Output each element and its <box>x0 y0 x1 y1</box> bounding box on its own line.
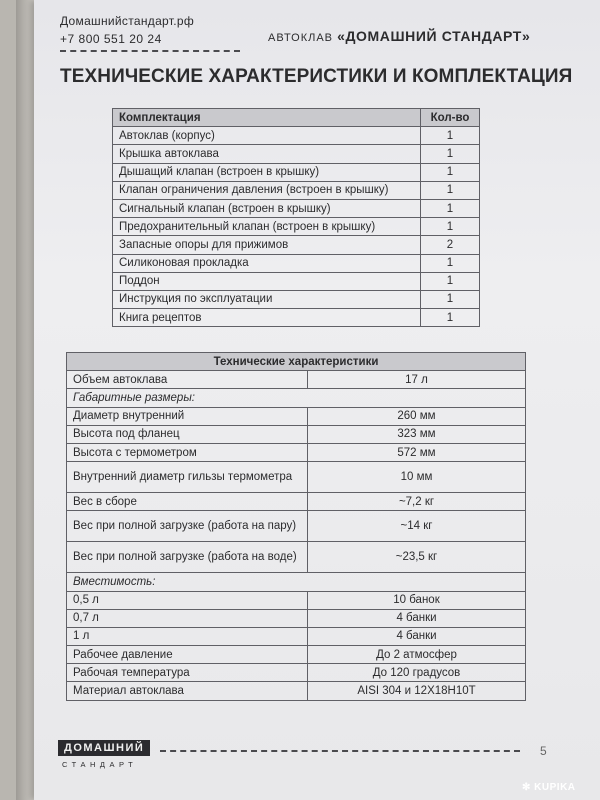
row-value: 10 мм <box>308 462 526 493</box>
phone-number: +7 800 551 20 24 <box>60 32 162 46</box>
footer-divider <box>160 750 520 752</box>
row-value: ~14 кг <box>308 511 526 542</box>
row-name: Материал автоклава <box>67 682 308 700</box>
brand-prefix: АВТОКЛАВ <box>268 32 334 44</box>
watermark: ✻ KUPIKA <box>522 782 576 793</box>
row-name: Запасные опоры для прижимов <box>113 236 421 254</box>
row-name: Крышка автоклава <box>113 145 421 163</box>
table-row <box>67 407 526 425</box>
row-value: 323 мм <box>308 425 526 443</box>
row-value: 1 <box>421 163 480 181</box>
table-row <box>67 493 526 511</box>
site-url: Домашнийстандарт.рф <box>60 14 195 28</box>
row-value: ~23,5 кг <box>308 542 526 573</box>
row-name: Внутренний диаметр гильзы термометра <box>67 462 308 493</box>
row-value: 1 <box>421 199 480 217</box>
table-row <box>113 163 480 181</box>
row-value: 1 <box>421 218 480 236</box>
row-value: 1 <box>421 127 480 145</box>
row-name: Высота под фланец <box>67 425 308 443</box>
table-row <box>67 425 526 443</box>
row-name: Поддон <box>113 272 421 290</box>
row-name: Рабочая температура <box>67 664 308 682</box>
row-value: 4 банки <box>308 627 526 645</box>
table-row <box>67 591 526 609</box>
row-value: 2 <box>421 236 480 254</box>
row-name: Вес в сборе <box>67 493 308 511</box>
table-row <box>113 145 480 163</box>
row-value: До 120 градусов <box>308 664 526 682</box>
row-name: 1 л <box>67 627 308 645</box>
row-name: Инструкция по эксплуатации <box>113 290 421 308</box>
row-name: Сигнальный клапан (встроен в крышку) <box>113 199 421 217</box>
spec-table <box>66 352 526 701</box>
brand-name: «ДОМАШНИЙ СТАНДАРТ» <box>337 28 531 44</box>
row-value: AISI 304 и 12Х18Н10Т <box>308 682 526 700</box>
page-title: ТЕХНИЧЕСКИЕ ХАРАКТЕРИСТИКИ И КОМПЛЕКТАЦИЯ <box>60 66 573 87</box>
table-row <box>113 254 480 272</box>
table-row <box>67 462 526 493</box>
spec-table-title: Технические характеристики <box>67 353 526 371</box>
header-brand <box>268 28 530 44</box>
row-value: До 2 атмосфер <box>308 646 526 664</box>
row-value: 1 <box>421 254 480 272</box>
row-value: 4 банки <box>308 609 526 627</box>
table-row <box>113 127 480 145</box>
table-row <box>113 290 480 308</box>
kit-col-name: Комплектация <box>113 109 421 127</box>
row-name: Дышащий клапан (встроен в крышку) <box>113 163 421 181</box>
row-name: Высота с термометром <box>67 443 308 461</box>
brand-logo-subtitle: СТАНДАРТ <box>62 760 138 769</box>
brand-logo: ДОМАШНИЙ <box>58 740 150 756</box>
row-value: 1 <box>421 145 480 163</box>
row-value: 572 мм <box>308 443 526 461</box>
page-number: 5 <box>540 744 547 758</box>
kit-table-header <box>113 109 480 127</box>
row-value: 1 <box>421 181 480 199</box>
row-value: 1 <box>421 309 480 327</box>
row-name: Предохранительный клапан (встроен в крышку) <box>113 218 421 236</box>
table-row <box>67 664 526 682</box>
table-row <box>67 627 526 645</box>
table-row <box>67 646 526 664</box>
spec-name: Объем автоклава <box>67 371 308 389</box>
section-row <box>67 573 526 591</box>
table-row <box>67 371 526 389</box>
row-name: 0,5 л <box>67 591 308 609</box>
kit-table <box>112 108 480 327</box>
table-row <box>67 682 526 700</box>
table-row <box>67 542 526 573</box>
table-row <box>67 511 526 542</box>
table-row <box>113 272 480 290</box>
row-value: 1 <box>421 272 480 290</box>
table-row <box>67 443 526 461</box>
row-name: Клапан ограничения давления (встроен в крышку) <box>113 181 421 199</box>
header-divider-left <box>60 50 240 52</box>
row-value: 10 банок <box>308 591 526 609</box>
row-name: 0,7 л <box>67 609 308 627</box>
section-row <box>67 389 526 407</box>
table-row <box>113 218 480 236</box>
section-label-dims: Габаритные размеры: <box>67 389 526 407</box>
spec-table-header <box>67 353 526 371</box>
table-row <box>67 609 526 627</box>
row-name: Вес при полной загрузке (работа на воде) <box>67 542 308 573</box>
row-value: 260 мм <box>308 407 526 425</box>
table-row <box>113 199 480 217</box>
row-name: Рабочее давление <box>67 646 308 664</box>
row-value: ~7,2 кг <box>308 493 526 511</box>
row-name: Автоклав (корпус) <box>113 127 421 145</box>
section-label-capacity: Вместимость: <box>67 573 526 591</box>
row-name: Книга рецептов <box>113 309 421 327</box>
table-row <box>113 181 480 199</box>
table-row <box>113 309 480 327</box>
page-edge-shadow <box>16 0 34 800</box>
kit-col-qty: Кол-во <box>421 109 480 127</box>
row-name: Вес при полной загрузке (работа на пару) <box>67 511 308 542</box>
table-row <box>113 236 480 254</box>
spec-value: 17 л <box>308 371 526 389</box>
watermark-text: KUPIKA <box>534 782 576 793</box>
row-name: Диаметр внутренний <box>67 407 308 425</box>
row-name: Силиконовая прокладка <box>113 254 421 272</box>
row-value: 1 <box>421 290 480 308</box>
